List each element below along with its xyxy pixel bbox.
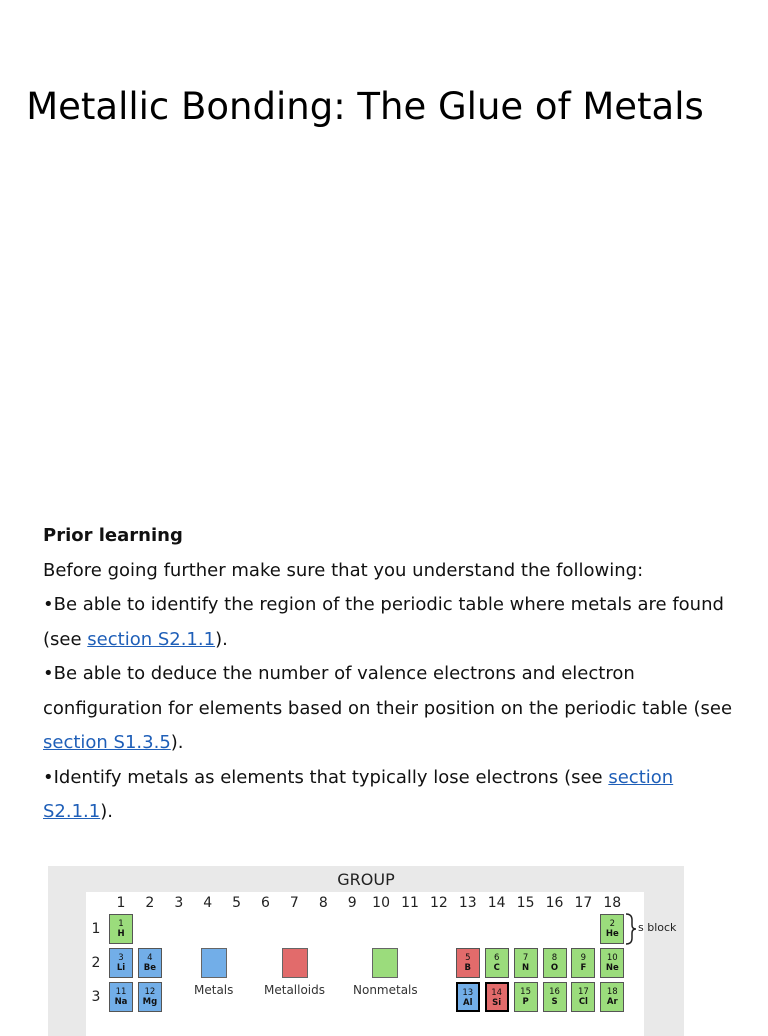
element-symbol: Ar xyxy=(606,997,618,1007)
element-symbol: Ne xyxy=(605,963,619,973)
element-cell xyxy=(109,948,133,978)
section-s1-3-5-link[interactable]: section S1.3.5 xyxy=(43,732,171,753)
element-cell xyxy=(485,948,509,978)
atomic-number: 9 xyxy=(580,953,587,963)
atomic-number: 17 xyxy=(577,987,589,997)
group-number: 8 xyxy=(318,895,328,911)
period-number: 1 xyxy=(91,921,101,937)
group-number: 2 xyxy=(145,895,155,911)
element-symbol: Cl xyxy=(578,997,588,1007)
atomic-number: 8 xyxy=(551,953,558,963)
bullet-3-end: ). xyxy=(100,801,113,822)
bullet-3-text: •Identify metals as elements that typically lose electrons (see xyxy=(43,766,609,788)
element-cell xyxy=(109,914,133,944)
atomic-number: 15 xyxy=(520,987,531,997)
legend-metalloids-label: Metalloids xyxy=(264,983,326,997)
atomic-number: 14 xyxy=(491,988,503,998)
bullet-1-text: •Be able to identify the region of the periodic table where metals are found (see xyxy=(43,594,724,650)
atomic-number: 6 xyxy=(493,953,500,963)
prior-learning-heading: Prior learning xyxy=(43,525,183,546)
legend-nonmetals-label: Nonmetals xyxy=(353,983,418,997)
group-number: 17 xyxy=(574,895,593,911)
atomic-number: 11 xyxy=(115,987,127,997)
bullet-1-end: ). xyxy=(215,628,228,650)
bullet-3 xyxy=(43,761,743,830)
legend-metals-swatch xyxy=(201,948,227,978)
group-number: 9 xyxy=(347,895,357,911)
element-cell xyxy=(514,948,538,978)
atomic-number: 7 xyxy=(522,953,529,963)
bullet-2-text: •Be able to deduce the number of valence electrons and electron configuration for elements based on their position on the periodic table (see xyxy=(43,663,733,719)
group-number: 16 xyxy=(545,895,564,911)
element-symbol: N xyxy=(522,963,530,973)
legend-metals-label: Metals xyxy=(194,983,234,997)
atomic-number: 2 xyxy=(609,919,615,929)
element-cell xyxy=(485,982,509,1012)
legend-nonmetals-swatch xyxy=(372,948,398,978)
atomic-number: 10 xyxy=(606,953,618,963)
element-symbol: He xyxy=(605,929,619,939)
element-symbol: O xyxy=(550,963,559,973)
periodic-table-image xyxy=(48,866,684,1036)
element-symbol: Be xyxy=(143,963,157,973)
element-cell xyxy=(109,982,133,1012)
atomic-number: 4 xyxy=(147,953,153,963)
group-number: 3 xyxy=(174,895,184,911)
element-cell xyxy=(456,982,480,1012)
element-symbol: P xyxy=(522,997,529,1007)
element-cell xyxy=(543,948,567,978)
bullet-2 xyxy=(43,657,743,761)
group-number: 6 xyxy=(261,895,270,911)
element-cell xyxy=(571,948,595,978)
group-number: 13 xyxy=(458,895,477,911)
group-number: 1 xyxy=(116,895,126,911)
group-number: 4 xyxy=(203,895,213,911)
bullet-1 xyxy=(43,588,743,657)
element-cell xyxy=(138,982,162,1012)
atomic-number: 1 xyxy=(118,919,124,929)
element-symbol: H xyxy=(117,929,125,939)
element-symbol: Mg xyxy=(142,997,158,1007)
group-number: 11 xyxy=(401,895,419,911)
group-number: 14 xyxy=(487,895,506,911)
element-cell xyxy=(138,948,162,978)
prior-learning-section xyxy=(43,519,743,830)
s-block-label: s block xyxy=(638,921,677,934)
atomic-number: 18 xyxy=(606,987,618,997)
group-number: 15 xyxy=(516,895,535,911)
atomic-number: 16 xyxy=(549,987,560,997)
section-s2-1-1-link[interactable]: section S2.1.1 xyxy=(87,628,216,650)
bullet-2-end: ). xyxy=(170,732,184,753)
element-cell xyxy=(456,948,480,978)
element-symbol: B xyxy=(464,963,472,973)
element-symbol: Li xyxy=(116,963,126,973)
element-cell xyxy=(600,982,624,1012)
element-symbol: Si xyxy=(492,998,502,1008)
group-number: 5 xyxy=(232,895,242,911)
element-cell xyxy=(600,948,624,978)
legend-metalloids-swatch xyxy=(282,948,308,978)
group-number: 7 xyxy=(289,895,299,911)
section-s2-1-1-link-2[interactable]: section S2.1.1 xyxy=(43,766,674,822)
atomic-number: 12 xyxy=(144,987,156,997)
group-number: 12 xyxy=(429,895,448,911)
atomic-number: 13 xyxy=(462,988,474,998)
element-symbol: Na xyxy=(114,997,128,1007)
atomic-number: 3 xyxy=(118,953,124,963)
element-symbol: F xyxy=(580,963,587,973)
element-cell xyxy=(600,914,624,944)
element-cell xyxy=(543,982,567,1012)
atomic-number: 5 xyxy=(465,953,471,963)
prior-learning-intro: Before going further make sure that you understand the following: xyxy=(43,559,644,581)
period-number: 2 xyxy=(91,955,101,971)
element-symbol: Al xyxy=(463,998,473,1008)
element-cell xyxy=(571,982,595,1012)
element-symbol: S xyxy=(551,997,558,1007)
element-cell xyxy=(514,982,538,1012)
s-block-brace-icon xyxy=(624,912,638,946)
period-number: 3 xyxy=(91,989,101,1005)
element-symbol: C xyxy=(493,963,500,973)
group-number: 18 xyxy=(603,895,622,911)
group-title: GROUP xyxy=(337,870,395,889)
group-number: 10 xyxy=(372,895,390,911)
page-title: Metallic Bonding: The Glue of Metals xyxy=(26,85,704,128)
